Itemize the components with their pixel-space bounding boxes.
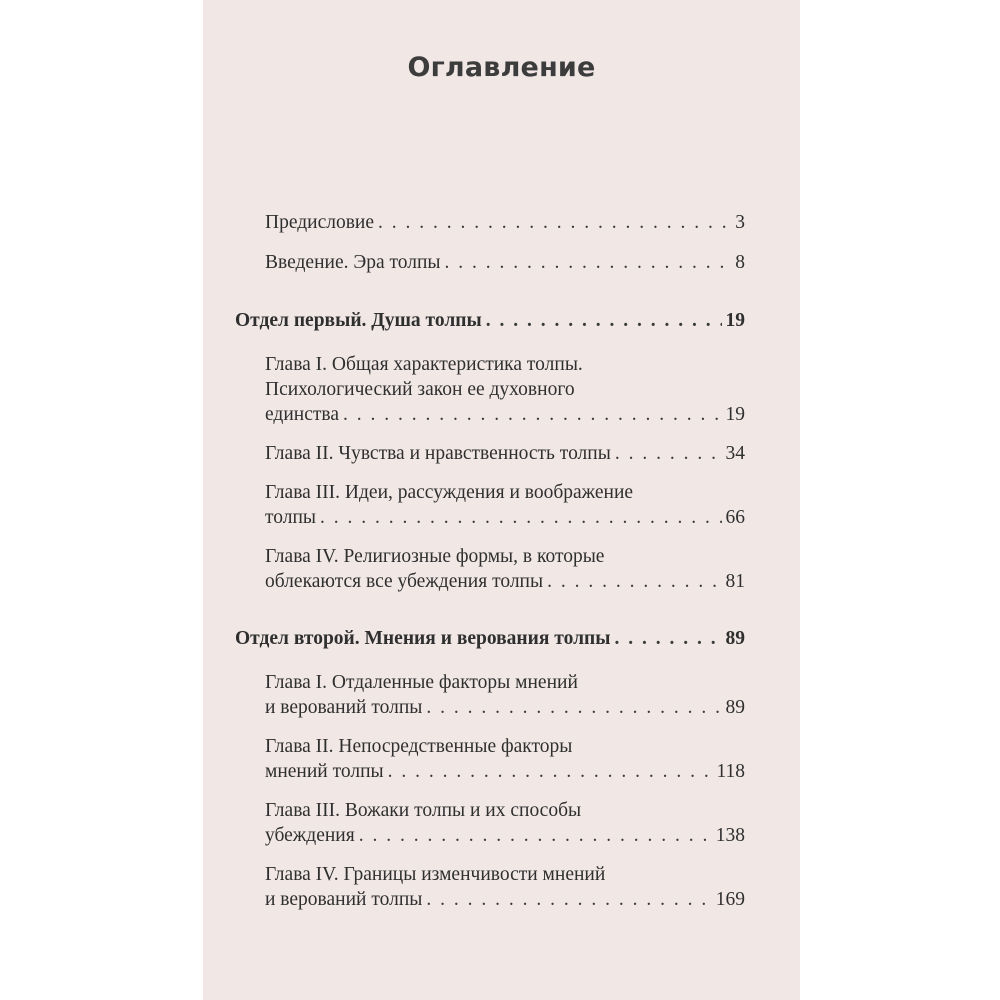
- toc-section-1[interactable]: [235, 310, 745, 338]
- dot-leader: [426, 697, 721, 719]
- toc-entry-line[interactable]: [265, 761, 745, 789]
- toc-entry-title: мнений толпы: [265, 761, 384, 782]
- toc-page-number: 8: [735, 252, 745, 273]
- dot-leader: [486, 310, 722, 332]
- toc-entry-title: толпы: [265, 507, 317, 528]
- toc-entry-line[interactable]: [265, 482, 745, 510]
- toc-entry-title: Глава II. Чувства и нравственность толпы: [265, 443, 611, 464]
- toc-section-title: Отдел первый. Душа толпы: [235, 310, 482, 331]
- toc-entry-line[interactable]: [265, 864, 745, 892]
- toc-entry-title: Глава III. Вожаки толпы и их способы: [265, 800, 582, 821]
- toc-page-number: 81: [725, 571, 745, 592]
- toc-entry-line[interactable]: [265, 571, 745, 599]
- toc-page-number: 89: [725, 697, 745, 718]
- toc-page-number: 89: [725, 628, 745, 649]
- toc-entry-line[interactable]: [265, 825, 745, 853]
- toc-entry-title: Глава III. Идеи, рассуждения и воображение: [265, 482, 634, 503]
- dot-leader: [547, 571, 721, 593]
- dot-leader: [445, 252, 732, 274]
- toc-entry-line[interactable]: [265, 354, 745, 382]
- toc-page-number: 3: [735, 212, 745, 233]
- toc-entry-line[interactable]: [265, 507, 745, 535]
- toc-entry-title: единства: [265, 404, 339, 425]
- dot-leader: [426, 889, 711, 911]
- toc-entry-line[interactable]: [265, 697, 745, 725]
- toc-entry-title: Глава I. Отдаленные факторы мнений: [265, 672, 578, 693]
- toc-entry-title: облекаются все убеждения толпы: [265, 571, 544, 592]
- toc-entry-line[interactable]: [265, 889, 745, 917]
- toc-page-number: 66: [725, 507, 745, 528]
- dot-leader: [615, 628, 722, 650]
- dot-leader: [615, 443, 722, 465]
- toc-entry-title: Глава II. Непосредственные факторы: [265, 736, 573, 757]
- toc-section-2[interactable]: [235, 628, 745, 656]
- toc-entry-title: Глава IV. Религиозные формы, в которые: [265, 546, 605, 567]
- dot-leader: [359, 825, 712, 847]
- toc-entry-title: Психологический закон ее духовного: [265, 379, 575, 400]
- toc-entry-line[interactable]: [265, 404, 745, 432]
- toc-page-number: 19: [725, 310, 745, 331]
- toc-entry-title: Глава I. Общая характеристика толпы.: [265, 354, 583, 375]
- dot-leader: [388, 761, 713, 783]
- toc-page-number: 19: [725, 404, 745, 425]
- page-title: Оглавление: [407, 52, 596, 83]
- toc-entry-title: Введение. Эра толпы: [265, 252, 441, 273]
- toc-entry-line[interactable]: [265, 546, 745, 574]
- toc-entry-introduction[interactable]: [265, 252, 745, 280]
- toc-entry-line[interactable]: [265, 800, 745, 828]
- toc-entry-title: Глава IV. Границы изменчивости мнений: [265, 864, 606, 885]
- toc-entry-title: убеждения: [265, 825, 355, 846]
- dot-leader: [343, 404, 722, 426]
- dot-leader: [378, 212, 731, 234]
- toc-page-number: 118: [716, 761, 745, 782]
- toc-entry-title: и верований толпы: [265, 889, 423, 910]
- toc-entry-line[interactable]: [265, 736, 745, 764]
- toc-entry-line[interactable]: [265, 443, 745, 471]
- dot-leader: [320, 507, 721, 529]
- book-page: [203, 0, 800, 1000]
- toc-page-number: 138: [715, 825, 745, 846]
- toc-page-number: 169: [715, 889, 745, 910]
- toc-entry-line[interactable]: [265, 672, 745, 700]
- toc-section-title: Отдел второй. Мнения и верования толпы: [235, 628, 611, 649]
- toc-page-number: 34: [725, 443, 745, 464]
- toc-entry-title: Предисловие: [265, 212, 375, 233]
- toc-entry-preface[interactable]: [265, 212, 745, 240]
- toc-entry-title: и верований толпы: [265, 697, 423, 718]
- toc-entry-line[interactable]: [265, 379, 745, 407]
